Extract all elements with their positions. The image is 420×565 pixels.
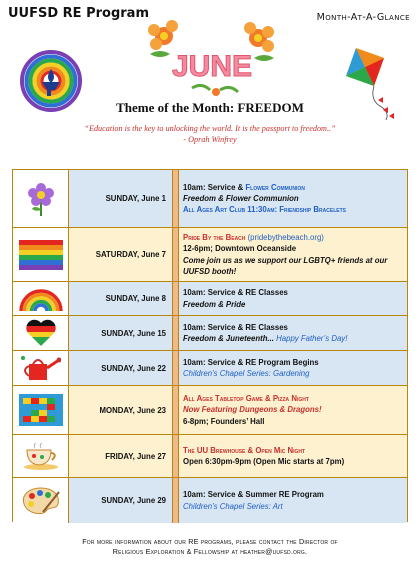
june-flower-banner	[146, 14, 278, 102]
event-text: 10am: Service & RE Classes	[183, 322, 288, 332]
event-details	[179, 478, 407, 523]
event-text: 10am: Service & RE Classes	[183, 288, 288, 298]
event-text: 12-6pm; Downtown Oceanside	[183, 244, 297, 254]
event-text: Children’s Chapel Series: Art	[183, 501, 283, 511]
quote-block	[30, 123, 390, 145]
event-text: 6-8pm; Founders’ Hall	[183, 416, 265, 426]
event-text: 10am: Service & RE Program Begins	[183, 357, 319, 367]
event-text: Happy Father’s Day!	[276, 334, 348, 343]
event-details	[179, 435, 407, 477]
event-line	[183, 299, 403, 310]
schedule-row	[13, 315, 407, 350]
schedule-row	[13, 477, 407, 523]
event-details	[179, 351, 407, 385]
event-text: The UU Brewhouse & Open Mic Night	[183, 445, 306, 455]
event-date: SUNDAY, June 15	[69, 316, 173, 350]
quote-attribution: - Oprah Winfrey	[183, 135, 237, 145]
event-date: SUNDAY, June 22	[69, 351, 173, 385]
schedule-row	[13, 170, 407, 227]
footer	[20, 537, 400, 557]
event-line	[183, 489, 403, 500]
event-text: 10am: Service & Summer RE Program	[183, 490, 324, 500]
event-line	[183, 182, 403, 193]
event-line	[183, 368, 403, 379]
event-text: All Ages Art Club 11:30am: Friendship Bracelets	[183, 205, 346, 215]
event-date: SUNDAY, June 8	[69, 282, 173, 315]
event-line	[183, 287, 403, 298]
event-details	[179, 316, 407, 350]
teacup-icon	[13, 435, 69, 477]
schedule-row	[13, 227, 407, 281]
quote-text: “Education is the key to unlocking the world. It is the passport to freedom..”	[84, 124, 336, 133]
june-word: JUNE	[171, 50, 253, 83]
footer-line-1: For more information about our RE programs, please contact the Director of	[82, 537, 338, 546]
event-text: Pride By the Beach	[183, 233, 246, 243]
event-line	[183, 255, 403, 277]
event-text: Come join us as we support our LGBTQ+ friends at our UUFSD booth!	[183, 255, 388, 276]
event-line	[183, 501, 403, 512]
schedule-row	[13, 350, 407, 385]
schedule-row	[13, 281, 407, 315]
month-at-a-glance-label: Month-At-A-Glance	[316, 12, 410, 23]
program-title: UUFSD RE Program	[8, 6, 149, 21]
watering-can-icon	[13, 351, 69, 385]
event-text: Freedom & Juneteenth...	[183, 334, 277, 343]
event-text: Freedom & Pride	[183, 299, 246, 309]
event-line	[183, 322, 403, 333]
rainbow-flag-icon	[13, 228, 69, 281]
event-details	[179, 282, 407, 315]
event-text: Flower Communion	[245, 182, 305, 192]
schedule-row	[13, 434, 407, 477]
event-line	[183, 243, 403, 254]
schedule-row	[13, 385, 407, 434]
event-text: Children’s Chapel Series: Gardening	[183, 369, 310, 378]
event-line	[183, 456, 403, 467]
flower-icon	[13, 170, 69, 227]
event-line	[183, 393, 403, 404]
event-line	[183, 204, 403, 215]
event-line	[183, 416, 403, 427]
rainbow-icon	[13, 282, 69, 315]
event-text: Now Featuring Dungeons & Dragons!	[183, 405, 322, 415]
event-date: SUNDAY, June 29	[69, 478, 173, 523]
event-text: (pridebythebeach.org)	[245, 233, 324, 243]
event-details	[179, 170, 407, 227]
event-date: SUNDAY, June 1	[69, 170, 173, 227]
event-line	[183, 333, 403, 344]
event-date: FRIDAY, June 27	[69, 435, 173, 477]
event-text: All Ages Tabletop Game & Pizza Night	[183, 394, 309, 404]
event-text: 10am: Service &	[183, 182, 246, 192]
event-line	[183, 404, 403, 415]
event-date: MONDAY, June 23	[69, 386, 173, 434]
paint-palette-icon	[13, 478, 69, 523]
schedule-table	[12, 169, 408, 522]
event-line	[183, 193, 403, 204]
footer-line-2: Religious Exploration & Fellowship at heather@uufsd.org.	[112, 547, 308, 557]
event-details	[179, 386, 407, 434]
event-details	[179, 228, 407, 281]
event-date: SATURDAY, June 7	[69, 228, 173, 281]
heart-icon	[13, 316, 69, 350]
theme-of-month: Theme of the Month: FREEDOM	[116, 100, 304, 115]
event-text: Freedom & Flower Communion	[183, 193, 299, 203]
event-line	[183, 445, 403, 456]
board-game-icon	[13, 386, 69, 434]
event-line	[183, 357, 403, 368]
event-text: Open 6:30pm-9pm (Open Mic starts at 7pm)	[183, 457, 345, 466]
event-line	[183, 232, 403, 243]
